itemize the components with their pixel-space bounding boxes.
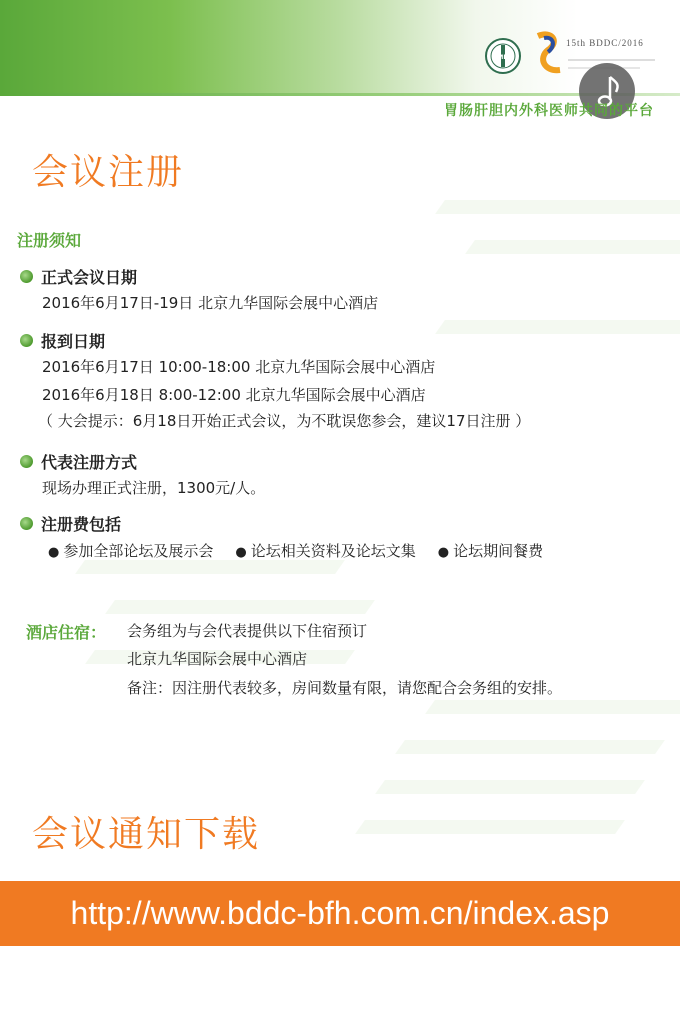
download-link[interactable]: http://www.bddc-bfh.com.cn/index.asp	[70, 895, 610, 931]
green-dot-icon	[20, 334, 33, 347]
notice-title: 注册须知	[17, 231, 82, 250]
meeting-dates-label: 正式会议日期	[41, 268, 138, 287]
hotel-line: 北京九华国际会展中心酒店	[127, 650, 308, 668]
hotel-note: 备注：因注册代表较多，房间数量有限，请您配合会务组的安排。	[127, 679, 563, 697]
checkin-heading	[20, 329, 105, 352]
meeting-dates-heading	[20, 265, 137, 288]
registration-title: 会议注册	[32, 152, 185, 193]
checkin-tip: （ 大会提示：6月18日开始正式会议，为不耽误您参会，建议17日注册 ）	[38, 412, 531, 430]
method-line: 现场办理正式注册，1300元/人。	[42, 479, 266, 497]
green-dot-icon	[20, 270, 33, 283]
meeting-dates-line: 2016年6月17日-19日 北京九华国际会展中心酒店	[42, 294, 379, 312]
list-item: ● 论坛相关资料及论坛文集	[235, 540, 415, 561]
method-heading	[20, 450, 137, 473]
method-label: 代表注册方式	[41, 453, 138, 472]
checkin-label: 报到日期	[41, 332, 106, 351]
download-title: 会议通知下载	[32, 814, 261, 855]
cmda-logo	[485, 38, 521, 74]
bddc-logo-text: 15th BDDC/2016	[566, 38, 644, 48]
hotel-label: 酒店住宿：	[26, 623, 107, 642]
green-dot-icon	[20, 517, 33, 530]
svg-text:CMDA: CMDA	[493, 54, 513, 61]
fee-includes-list	[48, 540, 543, 561]
list-item: ● 参加全部论坛及展示会	[48, 540, 213, 561]
hotel-line: 会务组为与会代表提供以下住宿预订	[127, 622, 368, 640]
header-divider	[0, 93, 680, 96]
fee-includes-heading	[20, 512, 121, 535]
green-dot-icon	[20, 455, 33, 468]
checkin-line: 2016年6月17日 10:00-18:00 北京九华国际会展中心酒店	[42, 358, 436, 376]
fee-includes-label: 注册费包括	[41, 515, 122, 534]
list-item: ● 论坛期间餐费	[438, 540, 543, 561]
checkin-line: 2016年6月18日 8:00-12:00 北京九华国际会展中心酒店	[42, 386, 426, 404]
platform-tagline: 胃肠肝胆内外科医师共同的平台	[444, 103, 654, 119]
